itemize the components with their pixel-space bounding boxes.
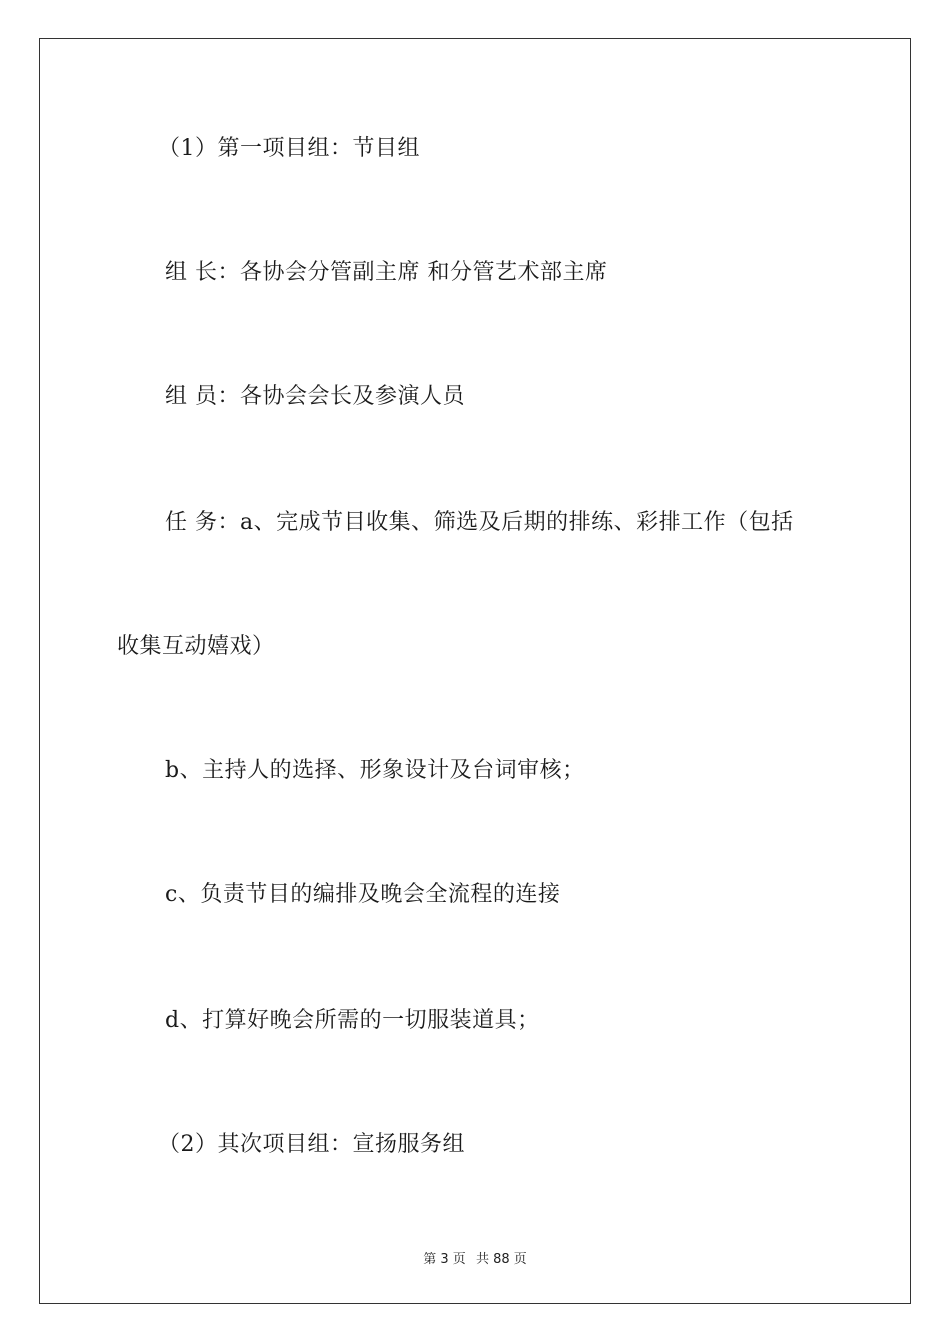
paragraph-line: 组 长：各协会分管副主席 和分管艺术部主席 [165,260,608,285]
section-heading-1: （1）第一项目组：节目组 [158,136,420,161]
page-border [39,38,911,1304]
paragraph-line: b、主持人的选择、形象设计及台词审核； [165,758,585,783]
paragraph-line: 组 员：各协会会长及参演人员 [165,384,465,409]
section-heading-2: （2）其次项目组：宣扬服务组 [158,1132,465,1157]
page-number: 第 3 页 [423,1252,466,1267]
paragraph-line: 任 务：a、完成节目收集、筛选及后期的排练、彩排工作（包括 [165,510,794,535]
paragraph-line: d、打算好晚会所需的一切服装道具； [165,1008,540,1033]
page-total: 共 88 页 [475,1252,527,1267]
paragraph-line: c、负责节目的编排及晚会全流程的连接 [165,882,561,907]
page-footer [0,1248,950,1267]
paragraph-line: 收集互动嬉戏） [117,634,275,659]
